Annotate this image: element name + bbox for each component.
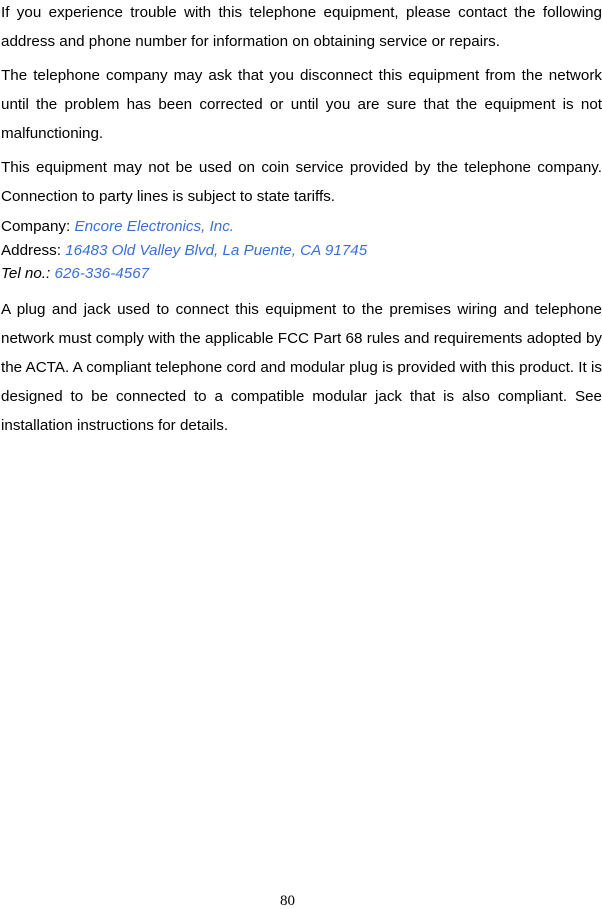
company-label: Company: <box>1 218 71 235</box>
paragraph-plug-and-jack: A plug and jack used to connect this equipment to the premises wiring and telephone network must comply with the applicable FCC Part 68 rules and requirements adopted by the ACTA. A compliant telephone cord and modular plug is provided with this product. It is designed to be connected to a compatible modular jack that is also compliant. See installation instructions for details. <box>1 300 602 434</box>
company-line <box>1 215 602 239</box>
paragraph-disconnect-notice: The telephone company may ask that you disconnect this equipment from the network until the problem has been corrected or until you are sure that the equipment is not malfunctioning. <box>1 67 602 142</box>
address-line <box>1 239 602 263</box>
paragraph-coin-service: This equipment may not be used on coin service provided by the telephone company. Connection to party lines is subject to state tariffs. <box>1 159 602 205</box>
paragraph-service-contact: If you experience trouble with this telephone equipment, please contact the following address and phone number for information on obtaining service or repairs. <box>1 4 602 50</box>
page-number: 80 <box>280 893 295 909</box>
contact-info <box>1 215 602 286</box>
tel-label: Tel no.: <box>1 265 51 282</box>
tel-line <box>1 262 602 286</box>
document-body <box>1 0 602 440</box>
tel-value: 626-336-4567 <box>54 265 150 282</box>
address-value: 16483 Old Valley Blvd, La Puente, CA 91745 <box>65 241 368 259</box>
company-value: Encore Electronics, Inc. <box>74 218 235 235</box>
address-label: Address: <box>1 241 61 259</box>
